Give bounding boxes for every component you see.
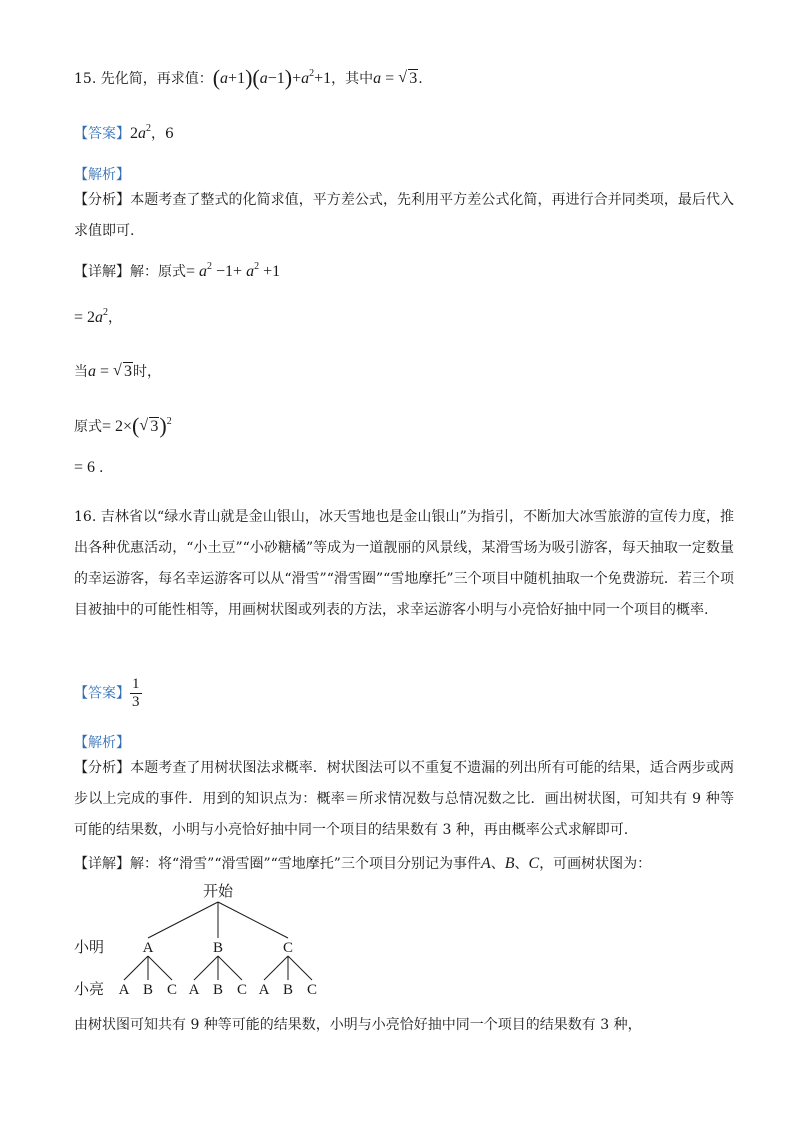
tree-node-level1-A: A	[142, 940, 154, 956]
analysis-header-15: 【解析】	[74, 167, 130, 183]
answer-tag: 【答案】	[74, 685, 130, 702]
tree-node-level1-C: C	[282, 940, 294, 956]
question-15-end: .	[418, 71, 423, 87]
tree-node-level2-B-A: A	[188, 982, 200, 998]
tree-edge-B-A	[194, 956, 218, 980]
analysis-15	[74, 185, 734, 247]
tree-edge-A-A	[124, 956, 148, 980]
question-15-prefix: 15. 先化简，再求值：	[74, 71, 213, 87]
tree-edge-A-C	[148, 956, 172, 980]
analysis-15-text: 本题考查了整式的化简求值，平方差公式，先利用平方差公式化简，再进行合并同类项，最后代入求值即可.	[74, 192, 735, 239]
question-16	[74, 502, 734, 626]
question-15-expression: $(a+1)(a-1)+a^2+1$	[212, 65, 332, 90]
tree-node-level2-C-A: A	[258, 982, 270, 998]
tree-node-level2-B-B: B	[212, 982, 224, 998]
tree-row-label-xiaoliang: 小亮	[74, 982, 105, 998]
answer-tag: 【答案】	[74, 126, 130, 142]
detail-15-line-1: 【详解】解：原式= $a^2 -1+ a^2 +1$	[74, 261, 281, 280]
question-15	[74, 65, 423, 90]
analysis-16	[74, 753, 734, 846]
answer-15-rest: ，6	[151, 126, 174, 142]
analysis-tag: 【分析】	[74, 192, 131, 208]
tree-edge-C-A	[264, 956, 288, 980]
tree-node-level1-B: B	[212, 940, 224, 956]
conclusion-16: 由树状图可知共有 9 种等可能的结果数，小明与小亮恰好抽中同一个项目的结果数有 3 种，	[74, 1017, 642, 1033]
tree-node-level2-C-B: B	[282, 982, 294, 998]
tree-diagram	[60, 880, 360, 1010]
detail-16: 【详解】解：将“滑雪”“滑雪圈”“雪地摩托”三个项目分别记为事件A、B、C，可画树状图为：	[74, 855, 652, 872]
tree-edge-root-C	[218, 902, 288, 938]
tree-node-level2-A-A: A	[118, 982, 130, 998]
tree-edge-B-C	[218, 956, 242, 980]
detail-15-line-2: = $2a^2$，	[74, 307, 123, 326]
tree-edge-C-C	[288, 956, 312, 980]
question-15-middle: ，其中	[331, 71, 374, 87]
detail-15-expression: = $a^2 -1+ a^2 +1$	[186, 261, 281, 280]
tree-root-label: 开始	[202, 884, 234, 900]
question-15-condition: a = √ 3	[373, 69, 418, 87]
question-16-text: 16. 吉林省以“绿水青山就是金山银山，冰天雪地也是金山银山”为指引，不断加大冰雪旅游的宣传力度，推出各种优惠活动，“小土豆”“小砂糖橘”等成为一道靓丽的风景线，某滑雪场为吸引游客，每天抽取一定数量的幸运游客，每名幸运游客可以从“滑雪”“滑雪圈”“雪地摩托”三个项目中随机抽取一个免费游玩．若三个项目被抽中的可能性相等，用画树状图或列表的方法，求幸运游客小明与小亮恰好抽中同一个项目的概率.	[74, 509, 734, 618]
tree-row-label-xiaoming: 小明	[74, 940, 105, 956]
answer-15-value: $2a^2$	[130, 123, 151, 142]
tree-node-level2-A-B: B	[142, 982, 154, 998]
answer-16-fraction: $\frac{1}{3}$	[132, 676, 140, 710]
detail-tag: 【详解】	[74, 856, 130, 872]
analysis-header-16: 【解析】	[74, 735, 130, 751]
tree-node-level2-B-C: C	[236, 982, 248, 998]
detail-tag: 【详解】	[74, 264, 130, 280]
answer-16	[74, 676, 142, 711]
analysis-16-text: 本题考查了用树状图法求概率．树状图法可以不重复不遗漏的列出所有可能的结果，适合两步或两步以上完成的事件．用到的知识点为：概率＝所求情况数与总情况数之比．画出树状图，可知共有 9 种等可能的结果数，小明与小亮恰好抽中同一个项目的结果数有 3 种，再由概率公式求解即可.	[74, 760, 735, 838]
analysis-tag: 【分析】	[74, 760, 131, 776]
detail-15-line-5: = 6 .	[74, 459, 104, 476]
tree-node-level2-A-C: C	[166, 982, 178, 998]
tree-node-level2-C-C: C	[306, 982, 318, 998]
detail-15-line-3: 当a = √ 3时，	[74, 362, 162, 380]
detail-15-line-4: 原式= 2×( √ 3)$^2$	[74, 413, 172, 438]
tree-edge-root-A	[148, 902, 218, 938]
answer-15	[74, 124, 174, 144]
